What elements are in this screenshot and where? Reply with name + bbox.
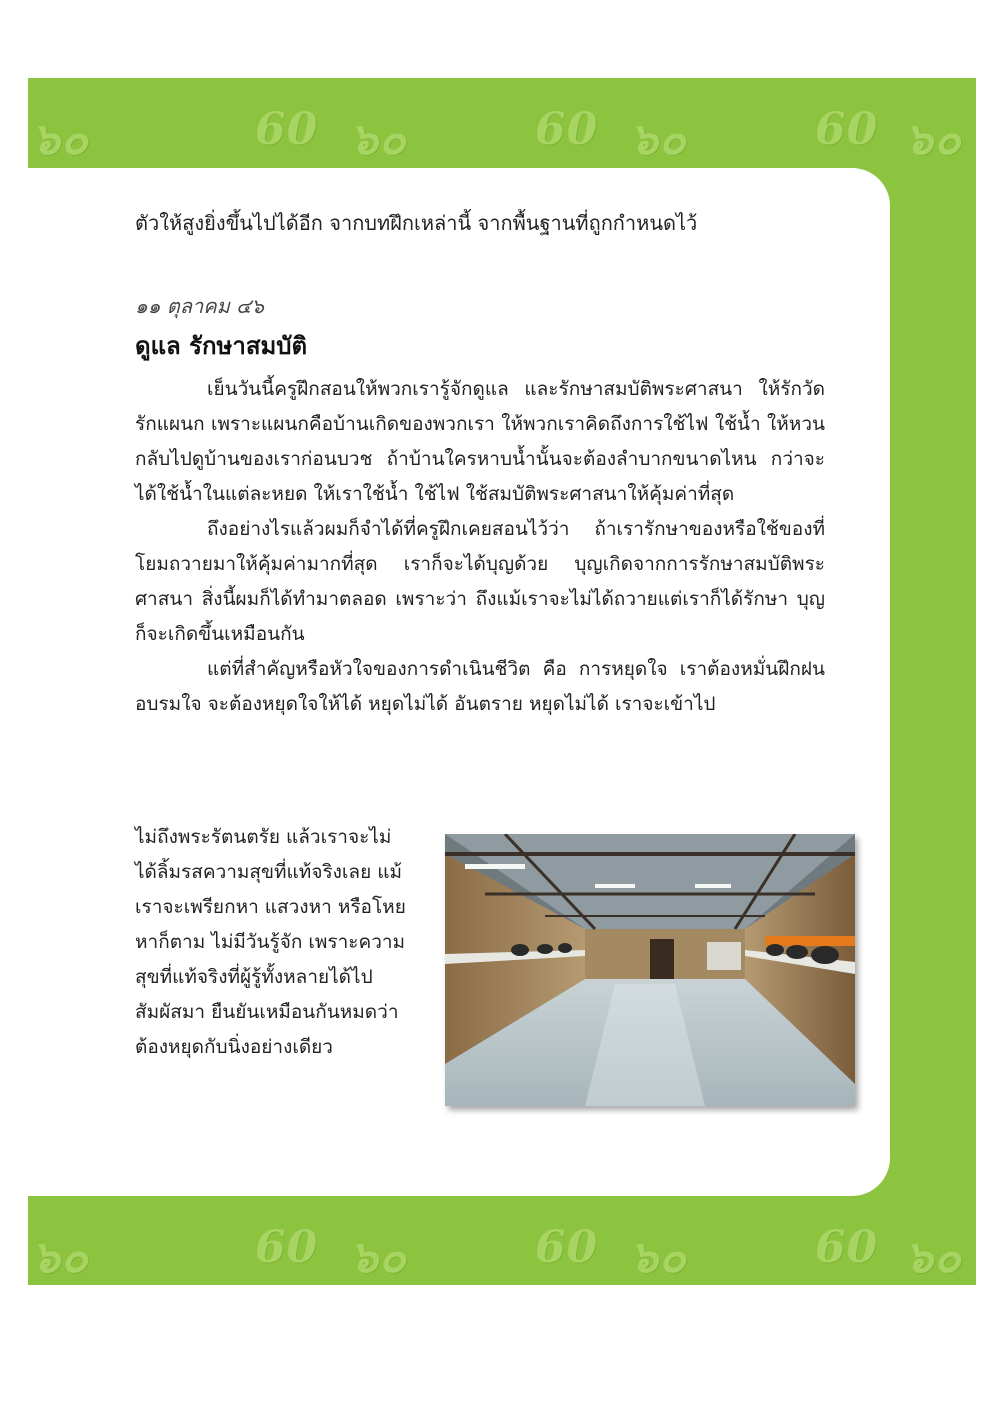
- entry-date: ๑๑ ตุลาคม ๔๖: [135, 294, 264, 318]
- watermark-logo: 60: [815, 104, 879, 155]
- watermark-logo: ๖๐: [630, 1232, 687, 1283]
- side-line: สัมผัสมา ยืนยันเหมือนกันหมดว่า: [135, 1001, 399, 1023]
- side-line: ต้องหยุดกับนิ่งอย่างเดียว: [135, 1036, 333, 1058]
- side-text: [135, 820, 425, 1065]
- intro-line: ตัวให้สูงยิ่งขึ้นไปได้อีก จากบทฝึกเหล่านี้ จากพื้นฐานที่ถูกกำหนดไว้: [135, 211, 698, 235]
- entry-title: ดูแล รักษาสมบัติ: [135, 332, 308, 360]
- watermark-logo: 60: [255, 104, 319, 155]
- side-line: ได้ลิ้มรสความสุขที่แท้จริงเลย แม้: [135, 861, 403, 883]
- watermark-logo: ๖๐: [905, 1232, 962, 1283]
- watermark-logo: ๖๐: [905, 114, 962, 165]
- hall-photo: [445, 834, 855, 1106]
- side-line: หาก็ตาม ไม่มีวันรู้จัก เพราะความ: [135, 931, 406, 953]
- paragraph: เย็นวันนี้ครูฝึกสอนให้พวกเรารู้จักดูแล และรักษาสมบัติพระศาสนา ให้รักวัด รักแผนก เพราะแผนกคือบ้านเกิดของพวกเรา ให้พวกเราคิดถึงการใช้ไฟ ใช้น้ำ ให้หวนกลับไปดูบ้านของเราก่อนบวช ถ้าบ้านใครหาบน้ำนั้นจะต้องลำบากขนาดไหน กว่าจะได้ใช้น้ำในแต่ละหยด ให้เราใช้น้ำ ใช้ไฟ ใช้สมบัติพระศาสนาให้คุ้มค่าที่สุด: [135, 378, 825, 505]
- side-line: ไม่ถึงพระรัตนตรัย แล้วเราจะไม่: [135, 826, 392, 848]
- watermark-logo: ๖๐: [350, 1232, 407, 1283]
- paragraph: ถึงอย่างไรแล้วผมก็จำได้ที่ครูฝึกเคยสอนไว้ว่า ถ้าเรารักษาของหรือใช้ของที่โยมถวายมาให้คุ้มค่ามากที่สุด เราก็จะได้บุญด้วย บุญเกิดจากการรักษาสมบัติพระศาสนา สิ่งนี้ผมก็ได้ทำมาตลอด เพราะว่า ถึงแม้เราจะไม่ได้ถวายแต่เราก็ได้รักษา บุญก็จะเกิดขึ้นเหมือนกัน: [135, 518, 825, 645]
- watermark-logo: ๖๐: [350, 114, 407, 165]
- side-line: สุขที่แท้จริงที่ผู้รู้ทั้งหลายได้ไป: [135, 966, 373, 988]
- watermark-logo: 60: [535, 1222, 599, 1273]
- paragraph: แต่ที่สำคัญหรือหัวใจของการดำเนินชีวิต คือ การหยุดใจ เราต้องหมั่นฝึกฝนอบรมใจ จะต้องหยุดใจให้ได้ หยุดไม่ได้ อันตราย หยุดไม่ได้ เราจะเข้าไป: [135, 658, 825, 715]
- watermark-logo: 60: [815, 1222, 879, 1273]
- watermark-logo: ๖๐: [32, 114, 89, 165]
- watermark-logo: ๖๐: [32, 1232, 89, 1283]
- entry-body: [135, 372, 825, 722]
- side-line: เราจะเพรียกหา แสวงหา หรือโหย: [135, 896, 406, 918]
- watermark-logo: 60: [255, 1222, 319, 1273]
- watermark-logo: ๖๐: [630, 114, 687, 165]
- watermark-logo: 60: [535, 104, 599, 155]
